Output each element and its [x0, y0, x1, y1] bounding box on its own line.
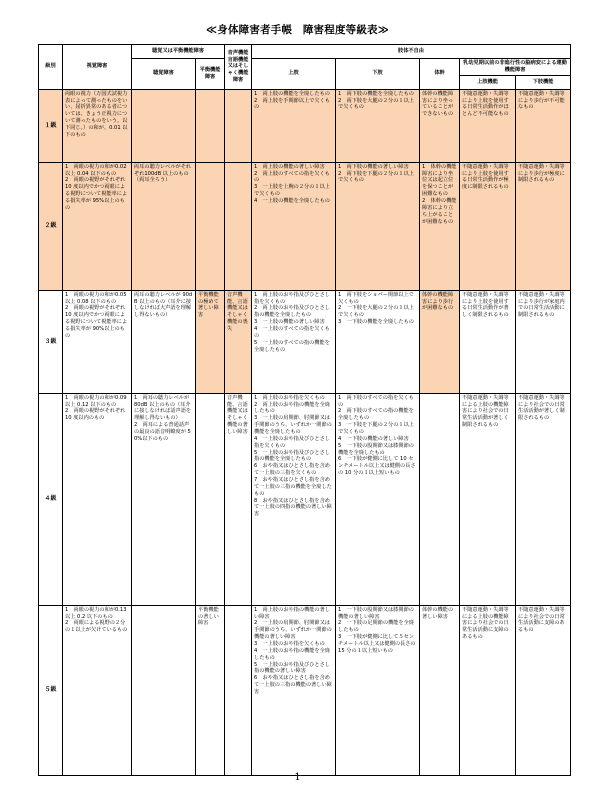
- balance-cell: 平衡機能の極めて著しい障害: [196, 290, 225, 393]
- hearing-cell: 1 両耳の聴力レベルが 80dB 以上のもの（耳介に接しなければ話声語を理解し得ないもの） 2 両耳による普通話声の最良の語音明瞭度が 50%以下のもの: [132, 393, 196, 605]
- vision-cell: 1 両眼の視力の和が0.05 以上 0.08 以下のもの 2 両眼の視野がそれぞれ 10 度以内でかつ両眼による視野について視能率による損失率が 90%以上のもの: [63, 290, 132, 393]
- lower-limb-cell: 1 両下肢のすべての指を欠くもの 2 両下肢のすべての指の機能を全廃したもの 3 一下肢を下腿の２分の１以上で欠くもの 4 一下肢の機能の著しい障害 5 一下肢の股関節又は膝関節の機能を全廃したもの 6 一下肢が健側に比して 10 センチメートル以上又は健側の長さの 10 分の１以上短いもの: [336, 393, 420, 605]
- infant-upper-cell: 不随意運動・失調等による上肢の機能障害により社会での日常生活活動に支障のあるもの: [460, 605, 516, 775]
- header-trunk: 体幹: [420, 59, 460, 90]
- trunk-cell: 体幹の機能障害により歩行が困難なもの: [420, 290, 460, 393]
- table-row: [39, 162, 571, 290]
- infant-upper-cell: 不随意運動・失調等により上肢を使用する日常生活動作が著しく制限されるもの: [460, 290, 516, 393]
- infant-lower-cell: 不随意運動・失調等により歩行が不可能なもの: [516, 89, 571, 162]
- trunk-cell: 体幹の機能の著しい障害: [420, 605, 460, 775]
- upper-limb-cell: 1 両上肢の機能を全廃したもの 2 両上肢を手関節以上で欠くもの: [252, 89, 336, 162]
- grade-label: ３級: [39, 290, 63, 393]
- hearing-cell: [132, 89, 196, 162]
- table-row: [39, 290, 571, 393]
- trunk-cell: 1 体幹の機能障害により坐位又は起立位を保つことが困難なもの 2 体幹の機能障害により立ち上がることが困難なもの: [420, 162, 460, 290]
- upper-limb-cell: 1 両上肢のおや指を欠くもの 2 両上肢のおや指の機能を全廃したもの 3 一上肢の肩関節、肘関節又は手関節のうち、いずれか一関節の機能を全廃したもの 4 一上肢のおや指及びひとさし指を欠くもの 5 一上肢のおや指及びひとさし指の機能を全廃したもの 6 おや指又はひとさし指を含めて一上肢の三指を欠くもの 7 おや指又はひとさし指を含めて一上肢の三指の機能を全廃したもの 8 おや指又はひとさし指を含めて一上肢の四指の機能の著しい障害: [252, 393, 336, 605]
- header-hearing-balance: 聴覚又は平衡機能障害: [132, 45, 225, 59]
- vision-cell: 1 両眼の視力の和が0.13 以上 0.2 以下のもの 2 両眼による視野の２分の１以上が欠けているもの: [63, 605, 132, 775]
- header-limb: 肢体不自由: [252, 45, 571, 59]
- lower-limb-cell: 1 両下肢の機能の著しい障害 2 両下肢を下腿の２分の１以上で欠くもの: [336, 162, 420, 290]
- grade-label: ２級: [39, 162, 63, 290]
- hearing-cell: [132, 605, 196, 775]
- balance-cell: [196, 162, 225, 290]
- table-row: [39, 605, 571, 775]
- page-number: 1: [294, 772, 301, 783]
- disability-grade-table: [38, 44, 571, 776]
- table-row: [39, 89, 571, 162]
- balance-cell: [196, 393, 225, 605]
- hearing-cell: 両耳の聴力レベルがそれぞれ100dB 以上のもの（両耳全ろう）: [132, 162, 196, 290]
- trunk-cell: [420, 393, 460, 605]
- upper-limb-cell: 1 両上肢の機能の著しい障害 2 両上肢のすべての指を欠くもの 3 一上肢を上腕の２分の１以上で欠くもの 4 一上肢の機能を全廃したもの: [252, 162, 336, 290]
- lower-limb-cell: 1 両下肢の機能を全廃したもの 2 両下肢を大腿の２分の１以上で欠くもの: [336, 89, 420, 162]
- header-vision: 視覚障害: [63, 45, 132, 90]
- infant-lower-cell: 不随意運動・失調等により歩行が極度に制限されるもの: [516, 162, 571, 290]
- vision-cell: 1 両眼の視力の和が0.02 以上 0.04 以下のもの 2 両眼の視野がそれぞれ 10 度以内でかつ両眼による視野について視能率による損失率が 95%以上のもの: [63, 162, 132, 290]
- speech-cell: 音声機能、言語機能又はそしゃく機能の喪失: [225, 290, 252, 393]
- header-speech: 音声機能言語機能又はそしゃく機能障害: [225, 45, 252, 90]
- header-infant-upper: 上肢機能: [460, 75, 516, 89]
- infant-lower-cell: 不随意運動・失調等により社会での日常生活活動に支障のあるもの: [516, 605, 571, 775]
- header-lower: 下肢: [336, 59, 420, 90]
- vision-cell: 両眼の視力（万国式試視力表によって測ったものをいい、屈折異常のある者については、きょう正視力について測ったものをいう。以下同じ。）の和が、0.01 以下のもの: [63, 89, 132, 162]
- balance-cell: [196, 89, 225, 162]
- header-balance: 平衡機能障害: [196, 59, 225, 90]
- speech-cell: [225, 89, 252, 162]
- lower-limb-cell: 1 一下肢の股関節又は膝関節の機能の著しい障害 2 一下肢の足関節の機能を全廃したもの 3 一下肢が健側に比して５センチメートル以上又は健側の長さの 15 分の１以上短いもの: [336, 605, 420, 775]
- trunk-cell: 体幹の機能障害により坐っていることができないもの: [420, 89, 460, 162]
- balance-cell: 平衡機能の著しい障害: [196, 605, 225, 775]
- infant-upper-cell: 不随意運動・失調等による上肢の機能障害により社会での日常生活活動が著しく制限されるもの: [460, 393, 516, 605]
- infant-upper-cell: 不随意運動・失調等により上肢を使用する日常生活動作がほとんど不可能なもの: [460, 89, 516, 162]
- hearing-cell: 両耳の聴力レベルが 90dB 以上のもの（耳介に接しなければ大声語を理解し得ないもの）: [132, 290, 196, 393]
- infant-upper-cell: 不随意運動・失調等により上肢を使用する日常生活動作が極度に制限されるもの: [460, 162, 516, 290]
- header-upper: 上肢: [252, 59, 336, 90]
- speech-cell: 音声機能、言語機能又はそしゃく機能の著しい障害: [225, 393, 252, 605]
- header-infant-lower: 下肢機能: [516, 75, 571, 89]
- infant-lower-cell: 不随意運動・失調等により歩行が家庭内での日常生活活動に制限されるもの: [516, 290, 571, 393]
- speech-cell: [225, 605, 252, 775]
- header-infant: 乳幼児期以前の非進行性の脳病変による運動機能障害: [460, 59, 571, 76]
- header-grade: 級別: [39, 45, 63, 90]
- lower-limb-cell: 1 両下肢をショパー関節以上で欠くもの 2 一下肢を大腿の２分の１以上で欠くもの 3 一下肢の機能を全廃したもの: [336, 290, 420, 393]
- speech-cell: [225, 162, 252, 290]
- table-row: [39, 393, 571, 605]
- grade-label: １級: [39, 89, 63, 162]
- upper-limb-cell: 1 両上肢のおや指の機能の著しい障害 2 一上肢の肩関節、肘関節又は手関節のうち、いずれか一関節の機能の著しい障害 3 一上肢のおや指を欠くもの 4 一上肢のおや指の機能を全廃したもの 5 一上肢のおや指及びひとさし指の機能の著しい障害 6 おや指又はひとさし指を含めて一上肢の三指の機能の著しい障害: [252, 605, 336, 775]
- page-title: ≪身体障害者手帳 障害程度等級表≫: [206, 24, 389, 36]
- grade-label: ４級: [39, 393, 63, 605]
- infant-lower-cell: 不随意運動・失調等により社会での日常生活活動が著しく制限されるもの: [516, 393, 571, 605]
- header-hearing: 聴覚障害: [132, 59, 196, 90]
- upper-limb-cell: 1 両上肢のおや指及びひとさし指を欠くもの 2 両上肢のおや指及びひとさし指の機能を全廃したもの 3 一上肢の機能の著しい障害 4 一上肢のすべての指を欠くもの 5 一上肢のすべての指の機能を全廃したもの: [252, 290, 336, 393]
- vision-cell: 1 両眼の視力の和が0.09 以上 0.12 以下のもの 2 両眼の視野がそれぞれ 10 度以内のもの: [63, 393, 132, 605]
- grade-label: ５級: [39, 605, 63, 775]
